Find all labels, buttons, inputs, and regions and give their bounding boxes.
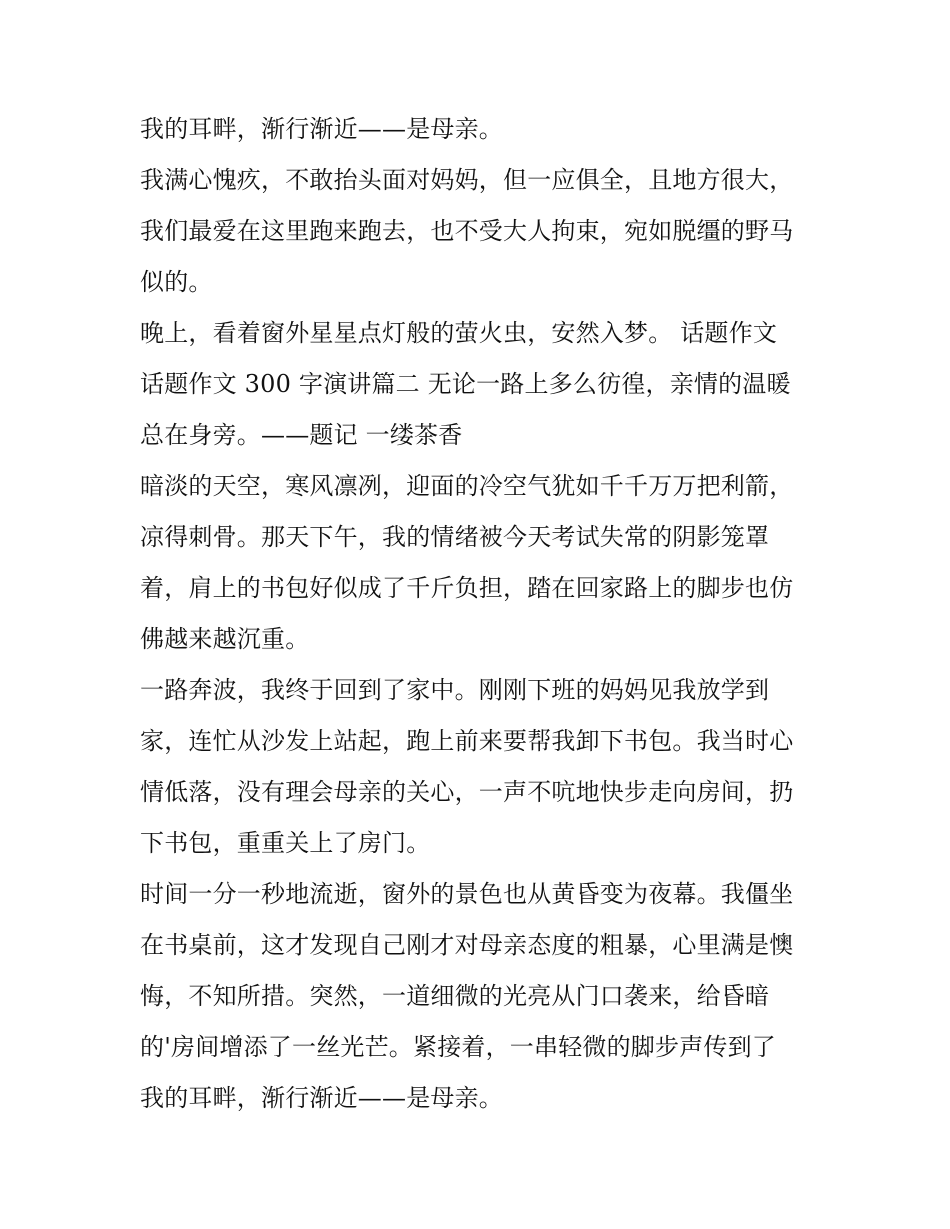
text-line: 我的耳畔，渐行渐近——是母亲。	[140, 1084, 503, 1112]
text-line: 凉得刺骨。那天下午，我的情绪被今天考试失常的阴影笼罩	[140, 523, 770, 551]
text-line: 情低落，没有理会母亲的关心，一声不吭地快步走向房间，扔	[140, 778, 794, 806]
text-line: 悔，不知所措。突然，一道细微的光亮从门口袭来，给昏暗	[140, 982, 770, 1010]
text-line: 下书包，重重关上了房门。	[140, 829, 431, 857]
text-line: 我的耳畔，渐行渐近——是母亲。	[140, 115, 503, 143]
text-line: 似的。	[140, 268, 213, 296]
text-line: 在书桌前，这才发现自己刚才对母亲态度的粗暴，心里满是懊	[140, 931, 794, 959]
text-line: 一路奔波，我终于回到了家中。刚刚下班的妈妈见我放学到	[140, 676, 770, 704]
text-line: 总在身旁。——题记 一缕茶香	[140, 421, 463, 449]
text-line: 我们最爱在这里跑来跑去，也不受大人拘束，宛如脱缰的野马	[140, 217, 794, 245]
text-line: 话题作文 300 字演讲篇二 无论一路上多么彷徨，亲情的温暖	[140, 370, 791, 398]
text-line: 佛越来越沉重。	[140, 625, 310, 653]
text-line: 时间一分一秒地流逝，窗外的景色也从黄昏变为夜幕。我僵坐	[140, 880, 794, 908]
text-line: 的'房间增添了一丝光芒。紧接着，一串轻微的脚步声传到了	[140, 1033, 776, 1061]
essay-text	[140, 104, 820, 1124]
text-line: 家，连忙从沙发上站起，跑上前来要帮我卸下书包。我当时心	[140, 727, 794, 755]
text-line: 着，肩上的书包好似成了千斤负担，踏在回家路上的脚步也仿	[140, 574, 794, 602]
text-line: 晚上，看着窗外星星点灯般的萤火虫，安然入梦。 话题作文	[140, 319, 778, 347]
text-line: 暗淡的天空，寒风凛冽，迎面的冷空气犹如千千万万把利箭，	[140, 472, 794, 500]
text-line: 我满心愧疚，不敢抬头面对妈妈，但一应俱全，且地方很大，	[140, 166, 794, 194]
